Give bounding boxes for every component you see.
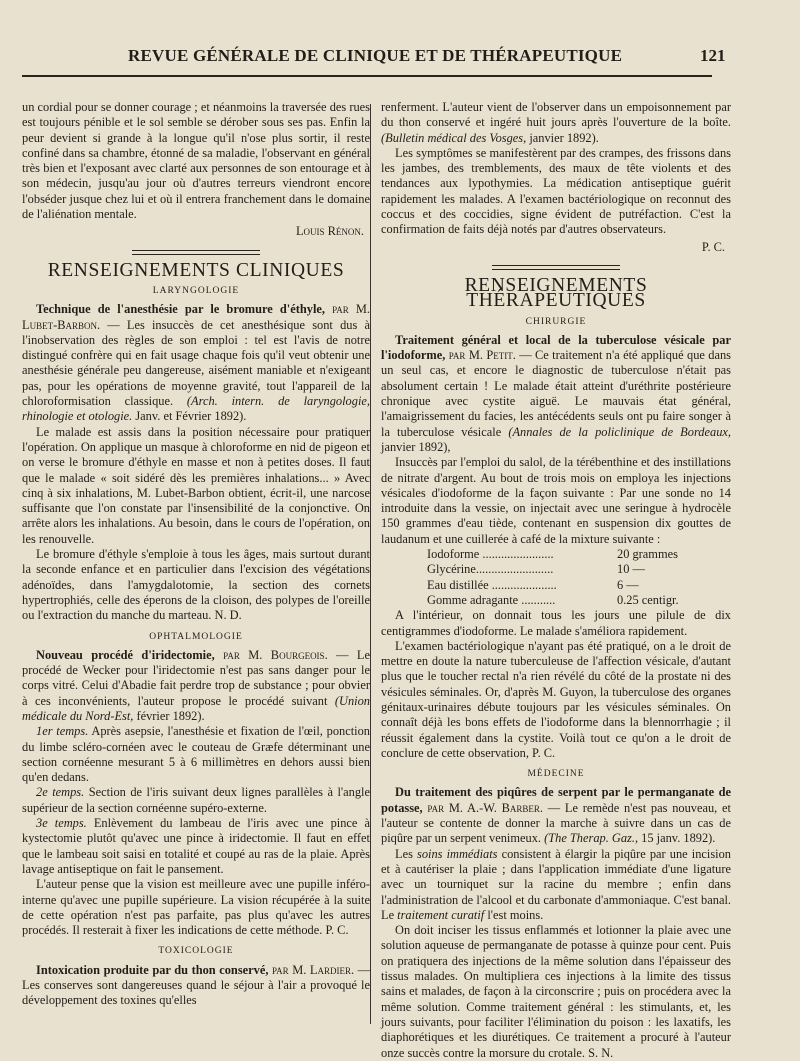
step-label: 1er temps. [36,724,89,739]
article-signature: N. D. [214,608,242,623]
rubric-ophtalmologie: OPHTALMOLOGIE [149,631,243,642]
article-text: l'est moins. [484,907,544,922]
article-author: par M. Bourgeois. — [214,647,357,662]
article-author: par M. Petit. — [445,348,535,363]
step-label: 3e temps. [36,816,87,831]
rubric-toxicologie: TOXICOLOGIE [158,946,234,957]
article-title: Intoxication produite par du thon conservé, [36,962,269,977]
recipe-list [427,547,731,608]
article-text: Ce traitement n'a été appliqué que dans un seul cas, et encore le diagnostic de tuberculose n'était pas absolument certain ! Le malade était atteint d'uréthrite postérieure chronique avec cystite aiguë. Le mauvais état général, l'amaigrissement du facies, les antécédents seuls ont pu faire songer à la tuberculose vésicale [381,348,731,439]
article-author: par M. A.-W. Barber. — [422,800,565,815]
header-rule [22,75,712,77]
article-title: Nouveau procédé d'iridectomie, [36,647,215,662]
article-paragraph [22,816,370,877]
recipe-ingredient: Gomme adragante ........... [427,592,556,607]
left-column [22,100,370,1009]
article-paragraph [22,785,370,816]
article-title: Du traitement des piqûres de serpent par le permanganate de potasse, [381,785,731,815]
recipe-quantity: 20 grammes [617,547,678,562]
article-text: renferment. L'auteur vient de l'observer dans un empoisonnement par du thon conservé et ingéré huit jours après l'ouverture de la boîte. [381,100,731,130]
article-signature: P. C. [532,745,556,760]
emphasis: soins immédiats [417,846,498,861]
section-separator [492,265,620,270]
article-text: Le remède n'est pas nouveau, et l'auteur se contente de donner la marche à suivre dans un cas de piqûre par un serpent venimeux. [381,800,731,846]
recipe-row [427,562,731,577]
article-text: Le bromure d'éthyle s'emploie à tous les âges, mais surtout durant la seconde enfance et en particulier dans l'excision des végétations adénoïdes, dans l'amygdalotomie, la section des cornets hypertrophiés, celle des éperons de la cloison, des polypes de l'oreille ou l'extraction du manche du marteau. [22,547,370,623]
article-text: Les insuccès de cet anesthésique sont dus à l'inobservation des règles de son emploi : tel est l'avis de notre distingué confrère qui en fait usage chaque fois qu'il veut obtenir une anesthésie générale peu dangereuse, aisément maniable et n'exigeant pas, pour les opérations de moyenne gravité, tout l'appareil de la chloroformisation classique. [22,317,370,409]
article-iodoforme-lead [381,333,731,455]
running-title: REVUE GÉNÉRALE DE CLINIQUE ET DE THÉRAPEUTIQUE [128,46,623,65]
step-text: Après asepsie, l'anesthésie et fixation de l'œil, ponction du limbe scléro-cornéen avec le couteau de Græfe déterminant une section cornéenne mesurant 5 à 6 millimètres en dehors aussi bien qu'en dedans. [22,724,370,785]
section-title-cliniques: RENSEIGNEMENTS CLINIQUES [47,259,345,281]
recipe-ingredient: Iodoforme ....................... [427,547,554,562]
page-header [0,42,800,72]
article-paragraph: Insuccès par l'emploi du salol, de la térébenthine et des instillations de nitrate d'argent. Au bout de trois mois on employa les injections vésicales d'iodoforme de la façon suivante : Par une sonde no 14 introduite dans la vessie, on injectait avec une seringue à hydrocèle 150 grammes d'eau tiède, contenant en suspension dix gouttes de laudanum et une cuillerée à café de la mixture suivante : [381,455,731,546]
article-paragraph [22,547,370,623]
article-signature: P. C. [325,923,349,938]
recipe-quantity: 0.25 centigr. [617,592,679,607]
article-text: On doit inciser les tissus enflammés et lotionner la plaie avec une solution aqueuse de permanganate de potasse à quinze pour cent. Puis on pratiquera des injections de la même solution dans l'épaisseur des tissus malades. On multipliera ces injections à la limite des tissus sains et malades, de façon à la circonscrire ; puis on procédera avec la même solution. Comme traitement général : les stimulants, et, les jours suivants, pour faciliter l'élimination du poison : les laxatifs, les diaphorétiques et les diurétiques. Ce traitement a procuré à l'auteur onze succès contre la morsure du crotale. [381,923,731,1060]
article-source: (Annales de la policlinique de Bordeaux, [508,424,731,439]
article-date: février 1892). [133,708,205,723]
intro-signature: Louis Rénon. [295,224,364,239]
article-title: Traitement général et local de la tuberculose vésicale par l'iodoforme, [381,332,731,363]
article-serpent-lead [381,785,731,846]
article-source: (Bulletin médical des Vosges, [381,130,527,145]
article-date: 15 janv. 1892). [638,831,716,846]
recipe-quantity: 6 — [617,577,639,592]
step-text: Enlèvement du lambeau de l'iris avec une pince à kystectomie plutôt qu'avec une pince à iridectomie. Il faut en effet que le lambeau soit saisi en totalité et coupé au ras de la plaie. Après lavage antiseptique on fait le pansement. [22,816,370,876]
recipe-quantity: 10 — [617,562,645,577]
rubric-laryngologie: LARYNGOLOGIE [152,285,240,296]
article-paragraph: Les symptômes se manifestèrent par des crampes, des frissons dans les jambes, des tremblements, des maux de tête violents et des tendances aux lypothymies. La médication antiseptique guérit rapidement les malades. A l'examen bactériologique on reconnut des coccus et des coccidies, signe évident de putréfaction. C'est la confirmation de faits déjà notés par d'autres observateurs. [381,145,731,237]
page-number: 121 [700,46,726,65]
article-text: consistent à élargir la piqûre par une incision et à cautériser la plaie ; dans l'application immédiate d'une ligature avec un tourniquet sur la racine du membre ; enfin dans l'administration de l'alcool et du carbonate d'ammoniaque. C'est banal. Le [381,846,731,922]
article-text: Les [395,846,417,861]
recipe-ingredient: Glycérine......................... [427,562,554,577]
article-paragraph [381,923,731,1061]
rubric-chirurgie: CHIRURGIE [525,316,587,327]
article-author: par M. Lardier. — [268,962,370,977]
section-title-therapeutiques: RENSEIGNEMENTS THÉRAPEUTIQUES [464,274,648,312]
article-paragraph [22,724,370,785]
continued-paragraph [381,100,731,146]
recipe-row [427,547,731,562]
article-signature: S. N. [588,1045,614,1060]
step-text: Section de l'iris suivant deux lignes parallèles à l'angle supérieur de la section cornéenne supéro-externe. [22,785,370,815]
article-paragraph [22,877,370,938]
article-paragraph [381,847,731,923]
recipe-row [427,578,731,593]
article-author: par M. Lubet-Barbon. — [22,302,370,332]
article-paragraph: A l'intérieur, on donnait tous les jours une pilule de dix centigrammes d'iodoforme. Le malade s'améliora rapidement. [381,608,731,638]
right-column [381,100,731,1061]
article-text: L'examen bactériologique n'ayant pas été pratiqué, on a le droit de mettre en doute la nature tuberculeuse de l'affection vésicale, d'autant plus que le toucher rectal n'a rien révélé du côté de la prostate ni des vésicules séminales. Or, d'après M. Guyon, la tuberculose des organes génitaux-urinaires débute toujours par les vésicules séminales. On connaît déjà les bons effets de l'iodoforme dans la blennorrhagie ; il réussit également dans la cystite. Voilà tout ce qu'on a le droit de conclure de cette observation, [381,638,731,760]
emphasis: traitement curatif [397,907,485,922]
article-date: janvier 1892), [381,439,451,454]
article-title: Technique de l'anesthésie par le bromure d'éthyle, [36,302,325,317]
step-label: 2e temps. [36,785,85,800]
article-iridectomie-lead [22,648,370,724]
article-thon-lead [22,963,370,1009]
article-anesthesie-lead [22,302,370,424]
article-paragraph [381,639,731,761]
article-date: Janv. et Février 1892). [132,409,247,424]
article-signature: P. C. [701,239,725,254]
article-source: (Arch. intern. de laryngologie, rhinologie et otologie. [22,394,370,424]
section-separator [132,250,260,255]
recipe-row [427,593,731,608]
rubric-medecine: MÉDECINE [527,769,585,780]
article-text: L'auteur pense que la vision est meilleure avec une pupille inféro-interne qu'avec une pupille supérieure. La vision récupérée à la suite de cette opération n'est pas parfaite, pas plus qu'avec les autres procédés. Il resterait à fixer les indications de cette méthode. [22,877,370,938]
article-source: (The Therap. Gaz., [544,831,639,846]
column-divider [370,104,371,1024]
intro-paragraph: un cordial pour se donner courage ; et néanmoins la traversée des rues est toujours pénible et le sol semble se dérober sous ses pas. Enfin la peur devient si grande à la longue qu'il n'ose plus sortir, il reste confiné dans sa chambre, étonné de sa maladie, l'observant en général très bien et l'exposant avec clarté aux personnes de son entourage et à son médecin, jusqu'au jour où d'autres terreurs viendront encore l'obséder jusque chez lui et où il entrera franchement dans le domaine de l'aliénation mentale. [22,100,370,222]
article-paragraph: Le malade est assis dans la position nécessaire pour pratiquer l'opération. On applique un masque à chloroforme en nid de pigeon et on verse le bromure d'éthyle en masse et non à petites doses. Il faut que le malade « soit sidéré dès les premières inhalations... » Avec cinq à six inhalations, M. Lubet-Barbon obtient, écrit-il, une narcose suffisante que l'on constate par l'insensibilité de la conjonctive. On arrête alors les inhalations. Au besoin, dans le cours de l'opération, on les renouvelle. [22,424,370,546]
recipe-ingredient: Eau distillée ..................... [427,577,557,592]
article-text: Le procédé de Wecker pour l'iridectomie n'est pas sans danger pour le corps vitré. Celui d'Abadie fait perdre trop de substance ; pour obvier à ces inconvénients, l'auteur propose le procédé suivant [22,647,370,708]
article-text: Les conserves sont dangereuses quand le séjour à l'air a provoqué le développement des toxines qu'elles [22,978,370,1008]
article-date: janvier 1892). [526,130,599,145]
article-source: (Union médicale du Nord-Est, [22,693,370,723]
